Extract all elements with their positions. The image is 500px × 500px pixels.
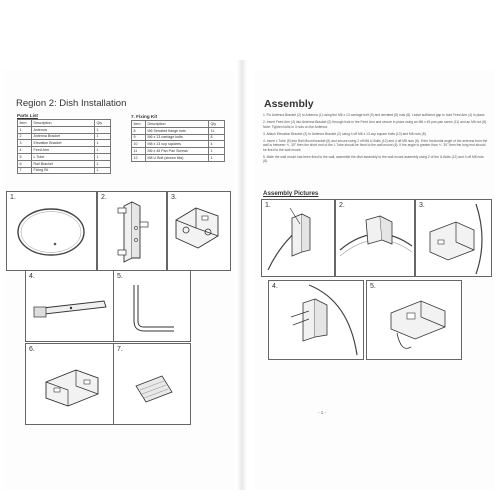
cell: M6 x 45 Pan Pan Screws	[146, 148, 209, 155]
cell: 4	[18, 147, 32, 154]
table-row	[132, 134, 225, 141]
table-row	[18, 147, 111, 154]
table-row	[132, 127, 225, 134]
figure-rail-bracket	[25, 343, 114, 425]
cell: 1	[95, 140, 111, 147]
cell: 3	[18, 140, 32, 147]
parts-table	[17, 119, 111, 174]
antenna-dish-drawing	[7, 192, 96, 270]
table-row	[18, 126, 111, 133]
cell: Fixing Kit	[32, 167, 95, 174]
assembly-picture-2	[335, 199, 415, 277]
table-row	[18, 160, 111, 167]
figure-number: 2.	[101, 194, 107, 201]
cell: 4	[209, 141, 225, 148]
figure-number: 1.	[265, 202, 271, 209]
cell: 1	[209, 148, 225, 155]
figure-feed-arm	[25, 270, 114, 342]
assembly-picture-4	[268, 280, 364, 360]
cell: 9	[132, 134, 146, 141]
cell: Rail Bracket	[32, 160, 95, 167]
assembly-picture-1	[261, 199, 335, 277]
cell: Feed Arm	[32, 147, 95, 154]
assembly-title: Assembly	[264, 98, 314, 110]
cell: Antenna Bracket	[32, 133, 95, 140]
assembly-5-drawing	[367, 281, 461, 359]
assembly-picture-5	[366, 280, 462, 360]
antenna-bracket-drawing	[98, 192, 166, 270]
cell: 1	[209, 154, 225, 161]
figure-number: 3.	[419, 202, 425, 209]
page-number: - 1 -	[318, 410, 327, 415]
cell: 7	[18, 167, 32, 174]
figure-number: 5.	[117, 273, 123, 280]
table-row	[132, 148, 225, 155]
assembly-step-3: 3. Attach Elevation Bracket (3) to Antenna Bracket (2) using 4 off M6 x 13 cup square bolts (10) and M6 nuts (8).	[263, 131, 427, 136]
assembly-2-drawing	[336, 200, 414, 276]
cell: 1	[95, 147, 111, 154]
cell: Elevation Bracket	[32, 140, 95, 147]
cell: 8	[132, 127, 146, 134]
table-row	[18, 140, 111, 147]
assembly-picture-3	[415, 199, 492, 277]
table-row	[132, 154, 225, 161]
figure-number: 1.	[10, 194, 16, 201]
cell: M8 U Bolt (shown kits)	[146, 154, 209, 161]
figure-number: 5.	[370, 283, 376, 290]
table-row	[18, 133, 111, 140]
cell: 12	[132, 154, 146, 161]
table-row	[18, 167, 111, 174]
cell: 2	[18, 133, 32, 140]
figure-number: 2.	[339, 202, 345, 209]
parts-header-description: Description	[32, 120, 95, 127]
parts-list	[17, 113, 111, 174]
feed-arm-drawing	[26, 271, 113, 341]
figure-number: 6.	[29, 346, 35, 353]
kit-header-qty: Qty	[209, 121, 225, 128]
elevation-bracket-drawing	[168, 192, 230, 270]
cell: L Tube	[32, 153, 95, 160]
cell: 1	[95, 133, 111, 140]
figure-fixing-kit	[113, 343, 191, 425]
assembly-3-drawing	[416, 200, 491, 276]
figure-number: 4.	[272, 283, 278, 290]
parts-list-title: Parts List	[17, 113, 38, 118]
cell: 11	[209, 127, 225, 134]
cell: 1	[95, 160, 111, 167]
fixing-kit	[131, 114, 225, 162]
region-title: Region 2: Dish Installation	[16, 98, 127, 109]
assembly-step-5: 5. Mate the wall mount has been fixed to the wall, assemble the dish assembly to the wall mount assembly using 2 of the U-Bolts (12) and 4 off M8 nuts (8).	[263, 155, 484, 164]
cell: 1	[18, 126, 32, 133]
parts-header-qty: Qty	[95, 120, 111, 127]
cell: M8 x 13 cup squares	[146, 141, 209, 148]
cell: 1	[95, 167, 111, 174]
assembly-step-1: 1. Fix Antenna Bracket (2) to Antenna (1) using the M6 x 13 carriage bolt (9) and serrated (8) nuts (8). Leave sufficient gap to hold Feed Arm (4) in place.	[263, 113, 486, 117]
assembly-step-4: 4. Insert L Tube (5) into Rail Mount bracket (6) and secure using 2 off M8 U-Bolts (12) and 4 off M8 nuts (8). If the horizontal angle of the antenna from the wall is between +/- 30° then the short end of the L Tube should be fixed to the wall mount (6). If the angle is greater than +/- 30° then the long end should be fixed to the wall mount.	[263, 139, 488, 152]
rail-bracket-drawing	[26, 344, 113, 424]
kit-header-description: Description	[146, 121, 209, 128]
figure-elevation-bracket	[167, 191, 231, 271]
fixing-kit-title: 7. Fixing Kit	[131, 114, 158, 119]
book-binding	[237, 60, 247, 490]
figure-antenna-bracket	[97, 191, 167, 271]
fixing-kit-bag-drawing	[114, 344, 190, 424]
figure-number: 4.	[29, 273, 35, 280]
cell: 1	[95, 153, 111, 160]
figure-number: 3.	[171, 194, 177, 201]
parts-header-item: Item	[18, 120, 32, 127]
cell: 11	[132, 148, 146, 155]
kit-header-item: Item	[132, 121, 146, 128]
cell: 5	[18, 153, 32, 160]
cell: Antenna	[32, 126, 95, 133]
assembly-pictures-title: Assembly Pictures	[263, 190, 319, 197]
fixing-kit-table	[131, 120, 225, 162]
cell: M6 Serrated flange nuts	[146, 127, 209, 134]
assembly-steps	[263, 113, 488, 167]
cell: 6	[18, 160, 32, 167]
cell: 8	[209, 134, 225, 141]
figure-l-tube	[113, 270, 191, 342]
assembly-step-2: 2. Insert Feed Arm (4) into Antenna Bracket (2) through hole in the Feed Arm and secure in place using an M6 x 45 pan pan screw (11) and an M6 nut (8). Note: Tighten bolts in 3 nuts on the Antenna.	[263, 120, 488, 129]
cell: 10	[132, 141, 146, 148]
table-row	[132, 141, 225, 148]
cell: 1	[95, 126, 111, 133]
cell: M6 x 13 carriage bolts	[146, 134, 209, 141]
assembly-1-drawing	[262, 200, 334, 276]
assembly-4-drawing	[269, 281, 363, 359]
l-tube-drawing	[114, 271, 190, 341]
table-row	[18, 153, 111, 160]
figure-antenna	[6, 191, 97, 271]
figure-number: 7.	[117, 346, 123, 353]
